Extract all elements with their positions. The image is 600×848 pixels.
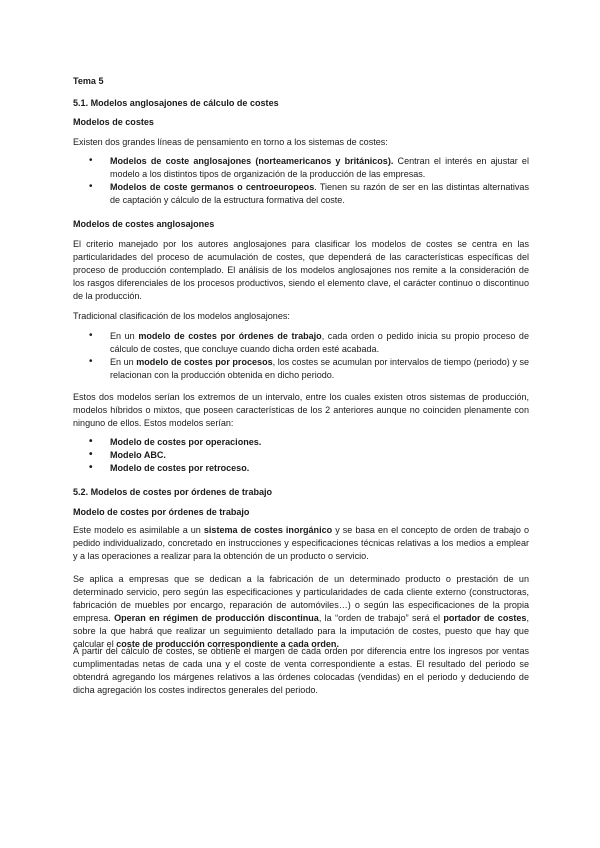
chapter-label: Tema 5 (73, 76, 104, 86)
subheading-modelos-de-costes: Modelos de costes (73, 117, 154, 127)
section-5-2-heading: 5.2. Modelos de costes por órdenes de trabajo (73, 487, 273, 497)
list-item: • Modelos de coste germanos o centroeuropeos. Tienen su razón de ser en las distintas alternativas de captación y cálculo de la estructura formativa del coste. (73, 181, 529, 207)
list-main-lines (73, 155, 529, 207)
subheading-anglosajones: Modelos de costes anglosajones (73, 219, 215, 229)
list-item: • En un modelo de costes por órdenes de trabajo, cada orden o pedido inicia su propio proceso de cálculo de costes, que concluye cuando dicha orden esté acabada. (73, 330, 529, 356)
list-item: • Modelo de costes por operaciones. (73, 436, 529, 449)
list-item: • En un modelo de costes por procesos, los costes se acumulan por intervalos de tiempo (periodo) y se relacionan con la producción obtenida en dicho periodo. (73, 356, 529, 382)
paragraph-criterio: El criterio manejado por los autores anglosajones para clasificar los modelos de costes se centra en las particularidades del proceso de acumulación de costes, que dependerá de las características específicas del proceso de producción contemplado. El análisis de los modelos anglosajones nos remite a la consideración de los rasgos diferenciales de los procesos productivos, siendo el elemento clave, el carácter continuo o discontinuo de la producción. (73, 239, 529, 301)
section-5-1-heading: 5.1. Modelos anglosajones de cálculo de costes (73, 98, 279, 108)
list-hybrid-models (73, 436, 529, 475)
paragraph-tradicional: Tradicional clasificación de los modelos anglosajones: (73, 311, 290, 321)
paragraph-se-aplica: Se aplica a empresas que se dedican a la fabricación de un determinado producto o prestación de un determinado servicio, pero según las especificaciones y particularidades de cada cliente externo (constructoras, fabricación de muebles por encargo, reparación de automóviles…) o según las especificaciones de la propia empresa. Operan en régimen de producción discontinua, la “orden de trabajo” será el portador de costes, sobre la que habrá que realizar un seguimiento detallado para la imputación de costes, puesto que hay que calcular el coste de producción correspondiente a cada orden. (73, 574, 529, 649)
list-anglo-models (73, 330, 529, 382)
paragraph-este-modelo: Este modelo es asimilable a un sistema de costes inorgánico y se basa en el concepto de orden de trabajo o pedido individualizado, concretado en instrucciones y especificaciones técnicas relativas a los medios a emplear y a las operaciones a realizar para la obtención de un producto o servicio. (73, 525, 530, 561)
list-item: • Modelo de costes por retroceso. (73, 462, 529, 475)
paragraph-a-partir: A partir del cálculo de costes, se obtiene el margen de cada orden por diferencia entre los ingresos por ventas cumplimentadas netas de cada una y el coste de venta correspondiente a estas. El resultado del periodo se obtendrá agregando los márgenes relativos a las órdenes colocadas (vendidas) en el periodo y deduciendo de dicha agregación los costes indirectos generales del periodo. (73, 646, 529, 695)
list-item: • Modelos de coste anglosajones (norteamericanos y británicos). Centran el interés en ajustar el modelo a los distintos tipos de organización de la producción de las empresas. (73, 155, 529, 181)
paragraph-estos: Estos dos modelos serían los extremos de un intervalo, entre los cuales existen otros sistemas de producción, modelos híbridos o mixtos, que poseen características de los 2 anteriores aunque no coinciden plenamente con ninguno de ellos. Estos modelos serían: (73, 392, 529, 428)
subheading-ordenes: Modelo de costes por órdenes de trabajo (73, 507, 250, 517)
list-item: • Modelo ABC. (73, 449, 529, 462)
paragraph-existen: Existen dos grandes líneas de pensamiento en torno a los sistemas de costes: (73, 137, 388, 147)
